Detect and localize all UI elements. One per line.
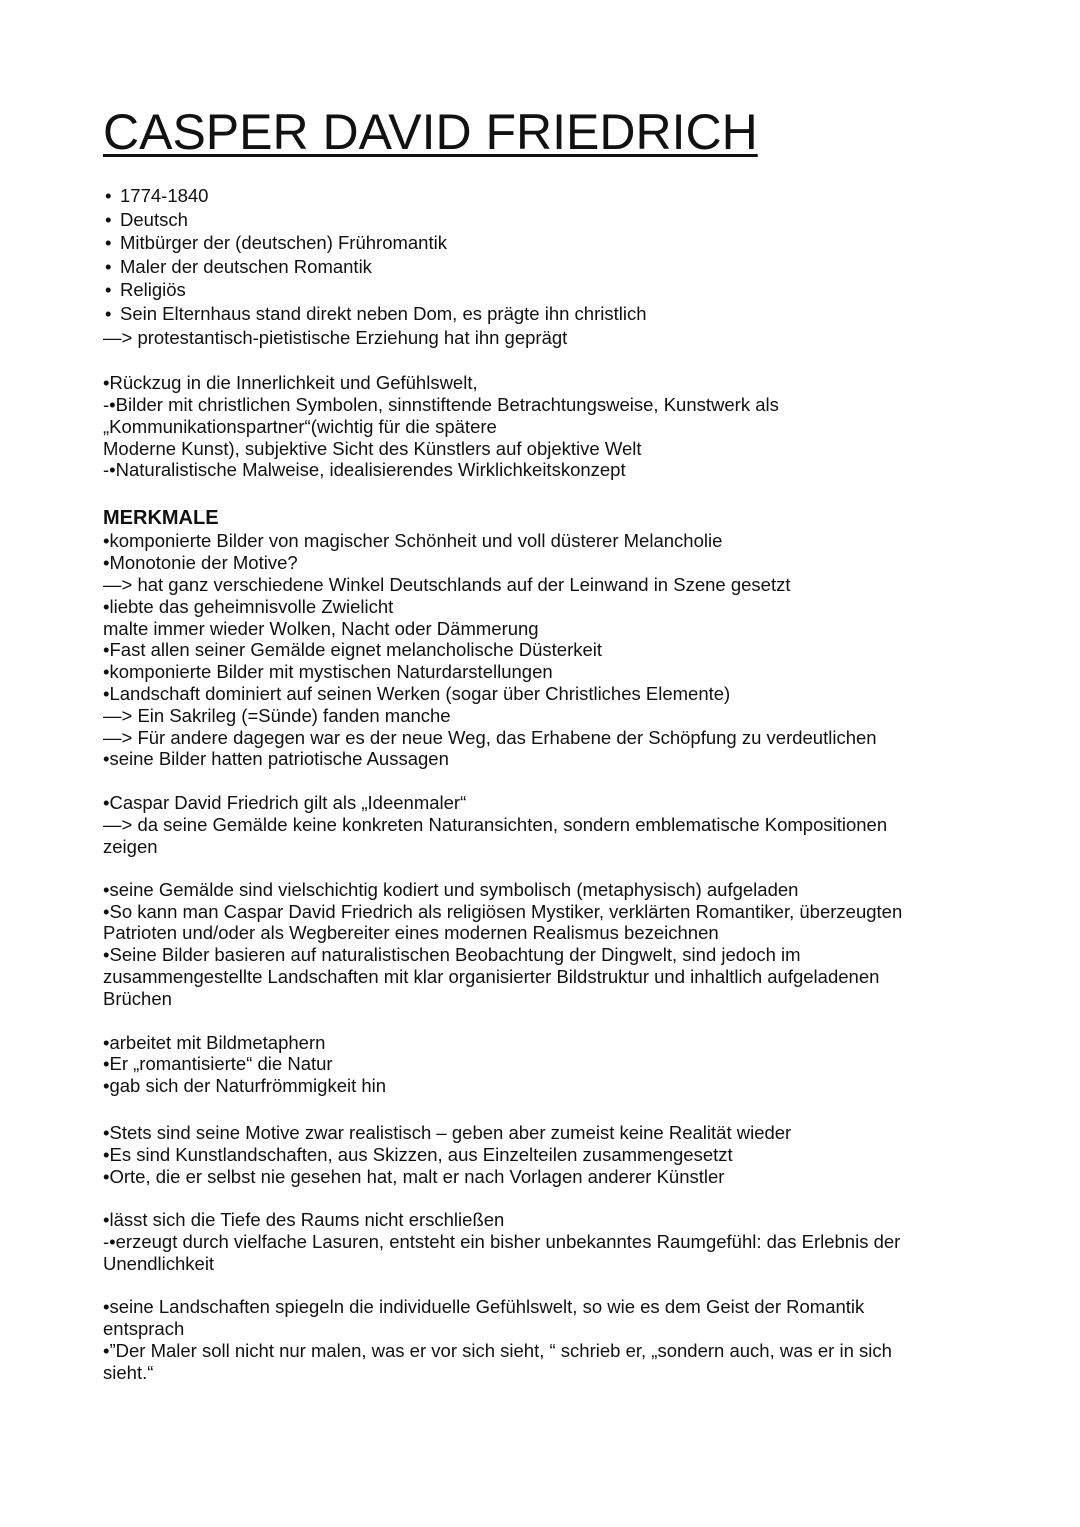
text-line: •Landschaft dominiert auf seinen Werken (sogar über Christliches Elemente) xyxy=(103,683,731,704)
bullet-icon: • xyxy=(105,185,112,206)
text-line: •Es sind Kunstlandschaften, aus Skizzen, aus Einzelteilen zusammengesetzt xyxy=(103,1144,733,1165)
text-line: -•Naturalistische Malweise, idealisierendes Wirklichkeitskonzept xyxy=(103,459,626,480)
text-line: •komponierte Bilder mit mystischen Naturdarstellungen xyxy=(103,661,553,682)
text-line: •Seine Bilder basieren auf naturalistischen Beobachtung der Dingwelt, sind jedoch im xyxy=(103,944,801,965)
fact-item: 1774-1840 xyxy=(120,185,209,206)
text-line: zeigen xyxy=(103,836,158,857)
text-line: —> da seine Gemälde keine konkreten Naturansichten, sondern emblematische Kompositionen xyxy=(103,814,888,835)
text-line: •seine Gemälde sind vielschichtig kodiert und symbolisch (metaphysisch) aufgeladen xyxy=(103,879,799,900)
section-heading-merkmale: MERKMALE xyxy=(103,507,219,529)
fact-item: Sein Elternhaus stand direkt neben Dom, es prägte ihn christlich xyxy=(120,303,647,324)
bullet-icon: • xyxy=(105,232,112,253)
text-line: •Monotonie der Motive? xyxy=(103,552,298,573)
text-line: -•Bilder mit christlichen Symbolen, sinnstiftende Betrachtungsweise, Kunstwerk als xyxy=(103,394,779,415)
text-line: •Fast allen seiner Gemälde eignet melancholische Düsterkeit xyxy=(103,639,603,660)
text-line: zusammengestellte Landschaften mit klar organisierter Bildstruktur und inhaltlich aufgeladenen xyxy=(103,966,880,987)
text-line: •lässt sich die Tiefe des Raums nicht erschließen xyxy=(103,1209,505,1230)
text-line: Moderne Kunst), subjektive Sicht des Künstlers auf objektive Welt xyxy=(103,438,642,459)
facts-note: —> protestantisch-pietistische Erziehung hat ihn geprägt xyxy=(103,327,568,348)
text-line: •gab sich der Naturfrömmigkeit hin xyxy=(103,1075,387,1096)
text-line: •Er „romantisierte“ die Natur xyxy=(103,1053,333,1074)
text-line: sieht.“ xyxy=(103,1362,154,1383)
text-line: •Caspar David Friedrich gilt als „Ideenmaler“ xyxy=(103,792,467,813)
text-line: •liebte das geheimnisvolle Zwielicht xyxy=(103,596,394,617)
text-line: •So kann man Caspar David Friedrich als religiösen Mystiker, verklärten Romantiker, überzeugten xyxy=(103,901,903,922)
fact-item: Religiös xyxy=(120,279,186,300)
text-line: •seine Bilder hatten patriotische Aussagen xyxy=(103,748,449,769)
text-line: —> Ein Sakrileg (=Sünde) fanden manche xyxy=(103,705,451,726)
text-line: •Orte, die er selbst nie gesehen hat, malt er nach Vorlagen anderer Künstler xyxy=(103,1166,725,1187)
text-line: •Rückzug in die Innerlichkeit und Gefühlswelt, xyxy=(103,372,478,393)
fact-item: Deutsch xyxy=(120,209,188,230)
text-line: Unendlichkeit xyxy=(103,1253,215,1274)
text-line: •arbeitet mit Bildmetaphern xyxy=(103,1032,326,1053)
text-line: •komponierte Bilder von magischer Schönheit und voll düsterer Melancholie xyxy=(103,530,723,551)
text-line: Brüchen xyxy=(103,988,172,1009)
text-line: -•erzeugt durch vielfache Lasuren, entsteht ein bisher unbekanntes Raumgefühl: das Erlebnis der xyxy=(103,1231,901,1252)
fact-item: Maler der deutschen Romantik xyxy=(120,256,372,277)
text-line: —> Für andere dagegen war es der neue Weg, das Erhabene der Schöpfung zu verdeutlichen xyxy=(103,727,877,748)
bullet-icon: • xyxy=(105,303,112,324)
bullet-icon: • xyxy=(105,209,112,230)
fact-item: Mitbürger der (deutschen) Frühromantik xyxy=(120,232,447,253)
text-line: •”Der Maler soll nicht nur malen, was er vor sich sieht, “ schrieb er, „sondern auch, was er in sich xyxy=(103,1340,892,1361)
text-line: —> hat ganz verschiedene Winkel Deutschlands auf der Leinwand in Szene gesetzt xyxy=(103,574,791,595)
text-line: malte immer wieder Wolken, Nacht oder Dämmerung xyxy=(103,618,539,639)
page-title: CASPER DAVID FRIEDRICH xyxy=(103,104,758,160)
text-line: „Kommunikationspartner“(wichtig für die spätere xyxy=(103,416,497,437)
bullet-icon: • xyxy=(105,256,112,277)
text-line: entsprach xyxy=(103,1318,185,1339)
text-line: •Stets sind seine Motive zwar realistisch – geben aber zumeist keine Realität wieder xyxy=(103,1122,792,1143)
bullet-icon: • xyxy=(105,279,112,300)
text-line: •seine Landschaften spiegeln die individuelle Gefühlswelt, so wie es dem Geist der Romantik xyxy=(103,1296,865,1317)
text-line: Patrioten und/oder als Wegbereiter eines modernen Realismus bezeichnen xyxy=(103,922,719,943)
